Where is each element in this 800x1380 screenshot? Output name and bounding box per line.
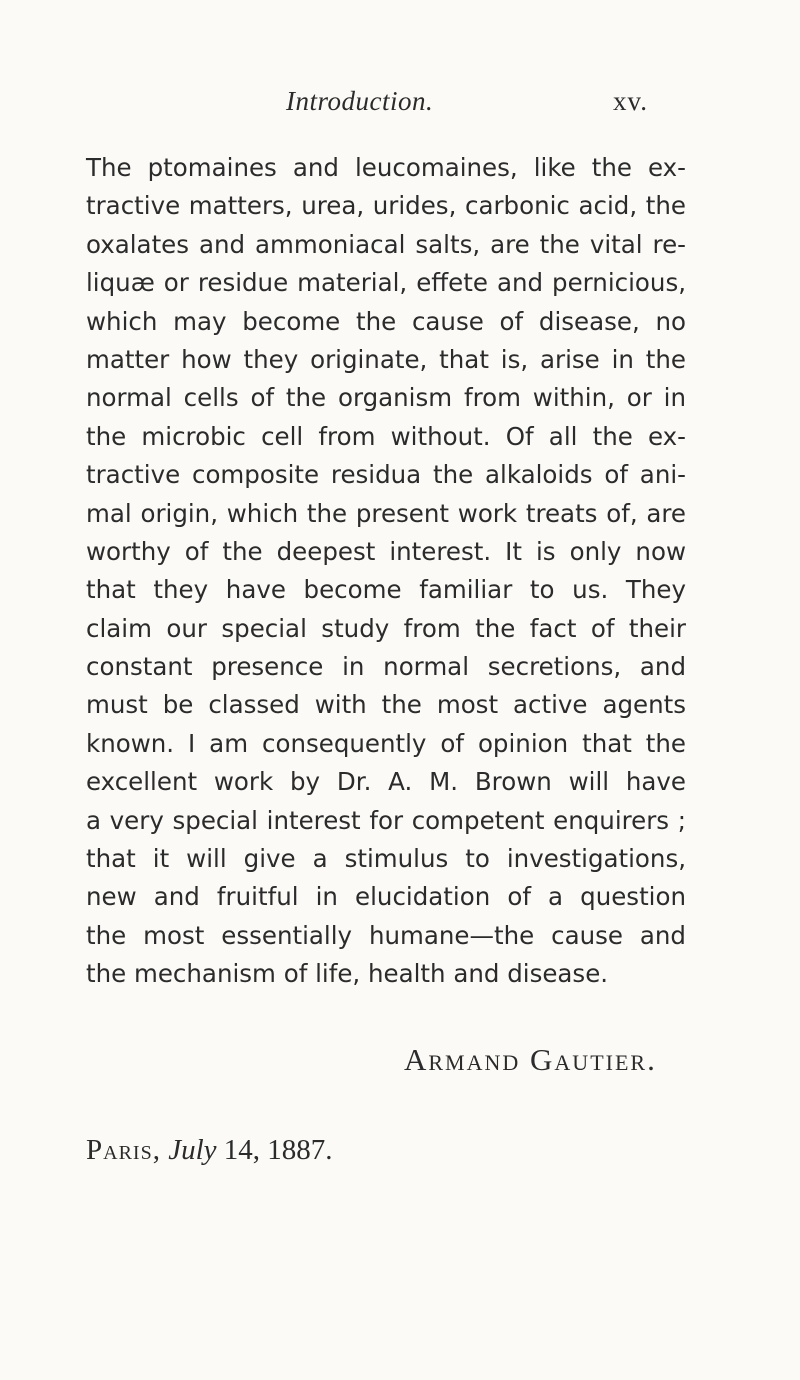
- author-signature: Armand Gautier.: [404, 1042, 657, 1077]
- dateline-place: Paris,: [86, 1134, 161, 1166]
- text-line: liquæ or residue material, effete and pernicious,: [86, 268, 686, 298]
- running-head-title: Introduction.: [286, 86, 434, 116]
- text-line: new and fruitful in elucidation of a question: [86, 882, 686, 912]
- text-line: tractive composite residua the alkaloids of ani-: [86, 460, 686, 490]
- body-paragraph: [86, 149, 686, 994]
- text-line: the microbic cell from without. Of all the ex-: [86, 421, 686, 451]
- text-line: known. I am consequently of opinion that the: [86, 728, 686, 758]
- text-line: that it will give a stimulus to investigations,: [86, 844, 686, 874]
- dateline: [86, 1134, 333, 1167]
- text-line: excellent work by Dr. A. M. Brown will have: [86, 767, 686, 797]
- dateline-date: 14, 1887.: [223, 1134, 333, 1166]
- text-line: the most essentially humane—the cause and: [86, 920, 686, 950]
- text-line: constant presence in normal secretions, and: [86, 652, 686, 682]
- text-line: the mechanism of life, health and disease.: [86, 959, 609, 989]
- text-line: matter how they originate, that is, arise in the: [86, 344, 686, 374]
- text-line: a very special interest for competent enquirers ;: [86, 805, 686, 835]
- text-line: claim our special study from the fact of their: [86, 613, 686, 643]
- text-line: tractive matters, urea, urides, carbonic acid, the: [86, 191, 686, 221]
- running-head: [0, 86, 800, 122]
- text-line: which may become the cause of disease, no: [86, 306, 686, 336]
- dateline-month: July: [168, 1134, 217, 1166]
- text-line: The ptomaines and leucomaines, like the ex-: [86, 153, 686, 182]
- text-line: normal cells of the organism from within, or in: [86, 383, 686, 413]
- page-number: xv.: [613, 86, 648, 116]
- text-line: oxalates and ammoniacal salts, are the vital re-: [86, 229, 686, 259]
- text-line: worthy of the deepest interest. It is only now: [86, 536, 686, 566]
- text-line: mal origin, which the present work treats of, are: [86, 498, 686, 528]
- text-line: must be classed with the most active agents: [86, 690, 686, 720]
- text-line: that they have become familiar to us. They: [86, 575, 686, 605]
